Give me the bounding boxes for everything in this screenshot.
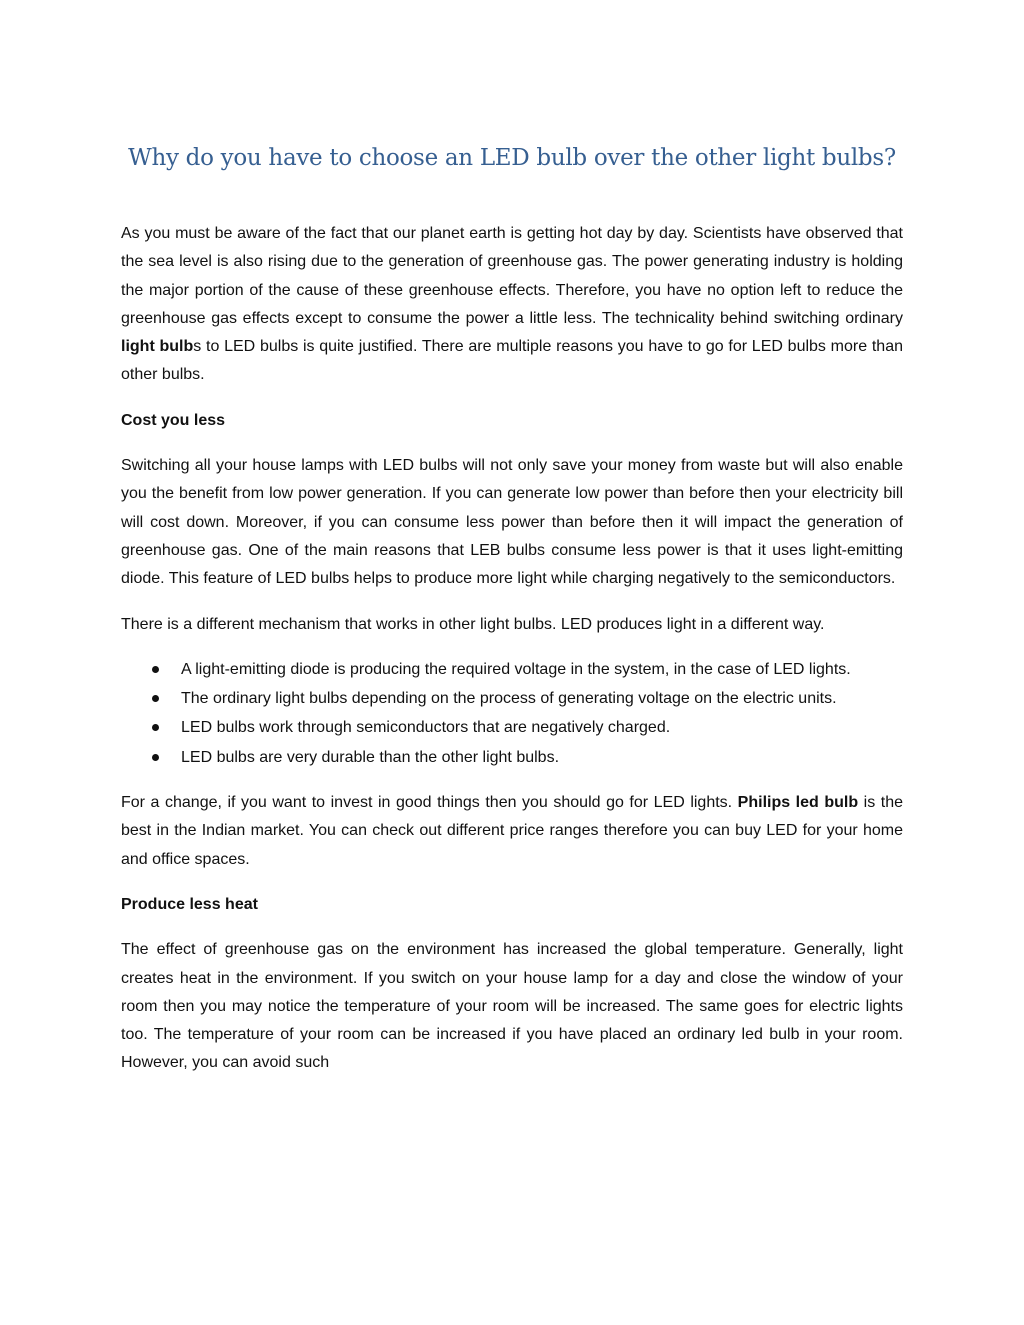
cost-paragraph-2: There is a different mechanism that works in other light bulbs. LED produces light in a different way. (121, 615, 825, 633)
bullet-dot-icon (152, 695, 159, 702)
heat-paragraph-1: The effect of greenhouse gas on the environment has increased the global temperature. Generally, light creates heat in the environment. If you switch on your house lamp for a day and close the window of your room then you may notice the temperature of your room will be increased. The same goes for electric lights too. The temperature of your room can be increased if you have placed an ordinary led bulb in your room. However, you can avoid such (121, 941, 903, 1072)
cost-paragraph-1: Switching all your house lamps with LED bulbs will not only save your money from waste but will also enable you the benefit from low power generation. If you can generate low power than before then your electricity bill will cost down. Moreover, if you can consume less power than before then it will impact the generation of greenhouse gas. One of the main reasons that LEB bulbs consume less power is that it uses light-emitting diode. This feature of LED bulbs helps to produce more light while charging negatively to the semiconductors. (121, 457, 903, 588)
philips-paragraph (121, 789, 903, 874)
bullet-item (121, 744, 903, 772)
bullet-item (121, 656, 903, 684)
bullet-text: The ordinary light bulbs depending on the process of generating voltage on the electric units. (181, 690, 837, 708)
philips-bold-term: Philips led bulb (737, 794, 859, 812)
light-bulb-bold-term: light bulb (121, 338, 194, 356)
bullet-item (121, 714, 903, 742)
section-heading-cost: Cost you less (121, 411, 226, 429)
bullet-dot-icon (152, 724, 159, 731)
philips-text-start: For a change, if you want to invest in good things then you should go for LED lights. (121, 794, 738, 812)
bullet-dot-icon (152, 666, 159, 673)
bullet-text: LED bulbs are very durable than the other light bulbs. (181, 748, 560, 766)
document-title: Why do you have to choose an LED bulb over the other light bulbs? (128, 145, 896, 171)
intro-text-end: s to LED bulbs is quite justified. There are multiple reasons you have to go for LED bulbs more than other bulbs. (121, 338, 903, 384)
intro-text-start: As you must be aware of the fact that our planet earth is getting hot day by day. Scientists have observed that the sea level is also rising due to the generation of greenhouse gas. The power generating industry is holding the major portion of the cause of these greenhouse effects. Therefore, you have no option left to reduce the greenhouse gas effects except to consume the power a little less. The technicality behind switching ordinary (121, 225, 903, 327)
bullet-list (121, 656, 903, 772)
document-body (121, 220, 903, 1095)
bullet-text: A light-emitting diode is producing the required voltage in the system, in the case of LED lights. (181, 660, 851, 678)
bullet-item (121, 685, 903, 713)
bullet-text: LED bulbs work through semiconductors that are negatively charged. (181, 719, 671, 737)
section-heading-heat: Produce less heat (121, 895, 258, 913)
intro-paragraph (121, 220, 903, 390)
philips-text-end: is the best in the Indian market. You can check out different price ranges therefore you can buy LED for your home and office spaces. (121, 794, 904, 868)
bullet-dot-icon (152, 754, 159, 761)
